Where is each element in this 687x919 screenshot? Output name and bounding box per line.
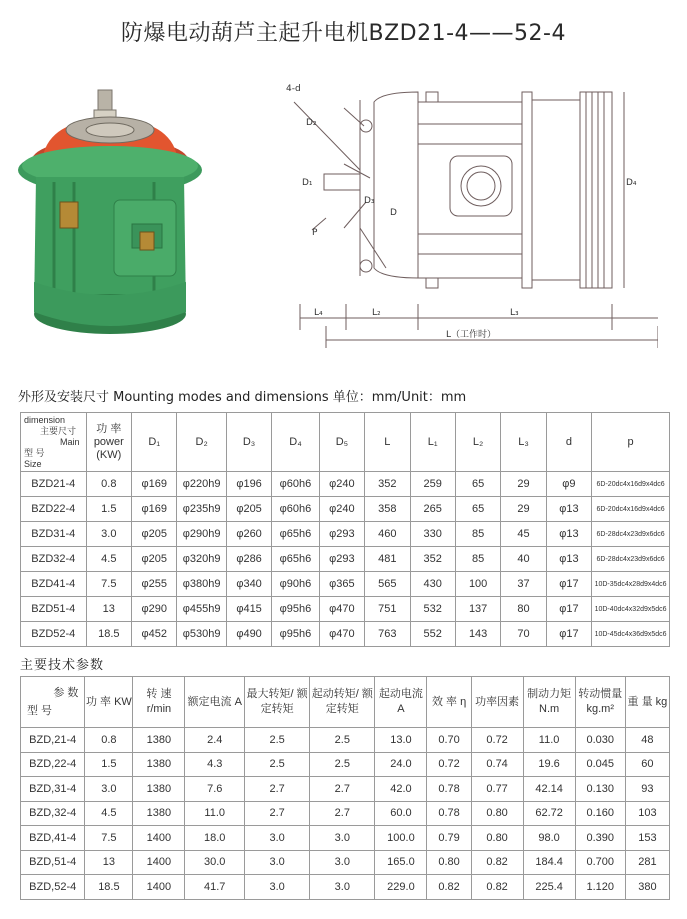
table-cell: 2.7	[310, 801, 375, 826]
table-cell: 2.4	[185, 728, 245, 753]
column-header: 重 量 kg	[625, 677, 669, 728]
table-cell: 98.0	[523, 826, 575, 851]
model-cell: BZD,21-4	[21, 728, 85, 753]
table-cell: 48	[625, 728, 669, 753]
table-cell: 18.5	[86, 622, 131, 647]
table-cell: 153	[625, 826, 669, 851]
table-cell: 0.77	[471, 777, 523, 802]
table-cell: 0.390	[575, 826, 625, 851]
table-cell: 2.5	[245, 728, 310, 753]
table-cell: 165.0	[375, 850, 427, 875]
table-cell: φ205	[132, 547, 177, 572]
table-cell: 0.72	[427, 752, 471, 777]
column-header: 额定电流 A	[185, 677, 245, 728]
model-cell: BZD,31-4	[21, 777, 85, 802]
table-cell: φ455h9	[177, 597, 226, 622]
table-cell: 0.80	[471, 826, 523, 851]
table-cell: φ95h6	[272, 597, 319, 622]
table-cell: 552	[410, 622, 455, 647]
table-cell: 3.0	[310, 826, 375, 851]
table-cell: 4.3	[185, 752, 245, 777]
table-cell: 0.72	[471, 728, 523, 753]
table-cell: 0.78	[427, 801, 471, 826]
table-cell: φ365	[319, 572, 364, 597]
table-cell: φ13	[546, 522, 591, 547]
table-cell: 42.14	[523, 777, 575, 802]
table-cell: 137	[455, 597, 500, 622]
table-cell: 0.8	[85, 728, 133, 753]
table-cell: 0.80	[427, 850, 471, 875]
table-cell: 65	[455, 472, 500, 497]
model-cell: BZD,52-4	[21, 875, 85, 900]
table-cell: 6D-20dc4x16d9x4dc6	[592, 497, 670, 522]
table-cell: 100	[455, 572, 500, 597]
table-cell: 2.5	[245, 752, 310, 777]
table-cell: 265	[410, 497, 455, 522]
table-cell: φ286	[226, 547, 271, 572]
model-cell: BZD51-4	[21, 597, 87, 622]
table-cell: φ490	[226, 622, 271, 647]
table-cell: 93	[625, 777, 669, 802]
table-cell: 37	[501, 572, 546, 597]
table-cell: 0.700	[575, 850, 625, 875]
table-cell: 10D-45dc4x36d9x5dc6	[592, 622, 670, 647]
table-cell: 430	[410, 572, 455, 597]
table-cell: φ65h6	[272, 547, 319, 572]
column-header: L	[365, 413, 410, 472]
label-d2: D₂	[306, 118, 317, 128]
table-cell: 70	[501, 622, 546, 647]
table-cell: φ169	[132, 497, 177, 522]
column-header: D₄	[272, 413, 319, 472]
table-cell: 0.130	[575, 777, 625, 802]
table-cell: φ240	[319, 472, 364, 497]
table-row	[21, 801, 670, 826]
table-cell: 6D-28dc4x23d9x6dc6	[592, 547, 670, 572]
table-cell: φ205	[132, 522, 177, 547]
corner-header	[21, 677, 85, 728]
table-cell: φ60h6	[272, 472, 319, 497]
table-cell: 45	[501, 522, 546, 547]
section-title-specs: 主要技术参数	[20, 658, 105, 673]
table-cell: φ530h9	[177, 622, 226, 647]
table-cell: φ65h6	[272, 522, 319, 547]
column-header: D₂	[177, 413, 226, 472]
corner-model: 型 号	[27, 705, 53, 717]
table-cell: 358	[365, 497, 410, 522]
table-cell: 330	[410, 522, 455, 547]
label-d: D	[390, 208, 397, 218]
table-cell: 184.4	[523, 850, 575, 875]
corner-dimension: dimension	[24, 414, 66, 425]
table-cell: 281	[625, 850, 669, 875]
table-cell: 751	[365, 597, 410, 622]
column-header: 功率因素	[471, 677, 523, 728]
page-title: 防爆电动葫芦主起升电机BZD21-4——52-4	[121, 21, 566, 46]
table-cell: 229.0	[375, 875, 427, 900]
table-cell: 2.7	[245, 801, 310, 826]
table-cell: 3.0	[310, 850, 375, 875]
table-cell: 1.120	[575, 875, 625, 900]
table-cell: 0.030	[575, 728, 625, 753]
table-cell: φ95h6	[272, 622, 319, 647]
table-cell: 0.82	[471, 850, 523, 875]
table-cell: 380	[625, 875, 669, 900]
model-cell: BZD31-4	[21, 522, 87, 547]
table-cell: 2.7	[310, 777, 375, 802]
table-cell: 3.0	[86, 522, 131, 547]
label-d3: D₃	[364, 196, 375, 206]
column-header: D₅	[319, 413, 364, 472]
table-cell: 3.0	[85, 777, 133, 802]
table-cell: 85	[455, 522, 500, 547]
model-cell: BZD52-4	[21, 622, 87, 647]
corner-size: Size	[24, 458, 42, 469]
table-cell: φ90h6	[272, 572, 319, 597]
table-cell: 60.0	[375, 801, 427, 826]
column-header: 最大转矩/ 额定转矩	[245, 677, 310, 728]
motor-photo	[14, 82, 204, 340]
table-cell: φ17	[546, 572, 591, 597]
table-cell: φ293	[319, 547, 364, 572]
table-cell: 0.80	[471, 801, 523, 826]
table-cell: 3.0	[245, 850, 310, 875]
table-cell: φ220h9	[177, 472, 226, 497]
corner-param: 参 数	[53, 687, 79, 699]
label-d1: D₁	[302, 178, 313, 188]
table-cell: 1400	[133, 826, 185, 851]
table-cell: 0.8	[86, 472, 131, 497]
corner-main-size: 主要尺寸	[40, 425, 77, 436]
table-cell: φ290	[132, 597, 177, 622]
table-cell: 0.74	[471, 752, 523, 777]
label-l: L（工作时）	[446, 330, 497, 340]
corner-header	[21, 413, 87, 472]
table-cell: φ452	[132, 622, 177, 647]
table-cell: 40	[501, 547, 546, 572]
table-row	[21, 597, 670, 622]
model-cell: BZD,22-4	[21, 752, 85, 777]
model-cell: BZD21-4	[21, 472, 87, 497]
table-cell: 565	[365, 572, 410, 597]
table-cell: φ340	[226, 572, 271, 597]
label-d4: D₄	[626, 178, 637, 188]
table-row	[21, 522, 670, 547]
table-cell: 10D-35dc4x28d9x4dc6	[592, 572, 670, 597]
label-l2: L₂	[372, 308, 381, 318]
table-cell: 60	[625, 752, 669, 777]
table-cell: 0.79	[427, 826, 471, 851]
column-header: 效 率 η	[427, 677, 471, 728]
specs-table	[20, 676, 670, 900]
table-cell: 1380	[133, 777, 185, 802]
table-cell: 29	[501, 497, 546, 522]
section-title-dimensions: 外形及安装尺寸 Mounting modes and dimensions 单位：mm/Unit：mm	[18, 390, 467, 405]
table-cell: 1380	[133, 752, 185, 777]
table-cell: 2.5	[310, 752, 375, 777]
table-cell: 18.5	[85, 875, 133, 900]
table-cell: 6D-28dc4x23d9x6dc6	[592, 522, 670, 547]
table-cell: φ240	[319, 497, 364, 522]
table-cell: 2.5	[310, 728, 375, 753]
column-header: L₁	[410, 413, 455, 472]
table-cell: φ380h9	[177, 572, 226, 597]
table-cell: φ320h9	[177, 547, 226, 572]
table-cell: 103	[625, 801, 669, 826]
model-cell: BZD,32-4	[21, 801, 85, 826]
label-4d: 4-d	[286, 84, 301, 94]
model-cell: BZD41-4	[21, 572, 87, 597]
table-cell: 3.0	[245, 826, 310, 851]
table-row	[21, 777, 670, 802]
table-cell: 24.0	[375, 752, 427, 777]
table-cell: 352	[365, 472, 410, 497]
table-cell: 85	[455, 547, 500, 572]
table-cell: 4.5	[86, 547, 131, 572]
column-header: D₁	[132, 413, 177, 472]
table-cell: 532	[410, 597, 455, 622]
table-cell: 3.0	[245, 875, 310, 900]
table-cell: 80	[501, 597, 546, 622]
column-header: d	[546, 413, 591, 472]
column-header: p	[592, 413, 670, 472]
table-cell: 0.045	[575, 752, 625, 777]
table-row	[21, 497, 670, 522]
table-row	[21, 752, 670, 777]
table-cell: 7.6	[185, 777, 245, 802]
table-row	[21, 850, 670, 875]
table-cell: 62.72	[523, 801, 575, 826]
corner-main: Main	[60, 436, 80, 447]
table-cell: 2.7	[245, 777, 310, 802]
table-cell: φ17	[546, 597, 591, 622]
table-cell: 29	[501, 472, 546, 497]
label-p: P	[312, 228, 318, 238]
table-cell: φ17	[546, 622, 591, 647]
table-cell: φ235h9	[177, 497, 226, 522]
column-header: 转动惯量 kg.m²	[575, 677, 625, 728]
table-cell: φ470	[319, 622, 364, 647]
table-cell: 18.0	[185, 826, 245, 851]
column-header: 起动转矩/ 额定转矩	[310, 677, 375, 728]
table-cell: 19.6	[523, 752, 575, 777]
table-row	[21, 547, 670, 572]
column-header: 功 率 KW	[85, 677, 133, 728]
table-cell: φ293	[319, 522, 364, 547]
table-cell: 7.5	[85, 826, 133, 851]
table-cell: 11.0	[523, 728, 575, 753]
label-l3: L₃	[510, 308, 519, 318]
table-cell: φ255	[132, 572, 177, 597]
table-cell: φ470	[319, 597, 364, 622]
table-header-row	[21, 677, 670, 728]
dimension-drawing	[286, 78, 658, 368]
table-cell: 3.0	[310, 875, 375, 900]
model-cell: BZD32-4	[21, 547, 87, 572]
model-cell: BZD,51-4	[21, 850, 85, 875]
table-cell: 0.82	[471, 875, 523, 900]
table-row	[21, 572, 670, 597]
table-cell: 481	[365, 547, 410, 572]
table-cell: 42.0	[375, 777, 427, 802]
table-cell: 30.0	[185, 850, 245, 875]
table-cell: 41.7	[185, 875, 245, 900]
table-cell: 0.82	[427, 875, 471, 900]
corner-model: 型 号	[24, 447, 45, 458]
table-cell: φ205	[226, 497, 271, 522]
column-header: 起动电流 A	[375, 677, 427, 728]
table-cell: 1400	[133, 850, 185, 875]
table-cell: 13.0	[375, 728, 427, 753]
column-header: L₂	[455, 413, 500, 472]
table-cell: 4.5	[85, 801, 133, 826]
table-cell: φ415	[226, 597, 271, 622]
table-cell: φ196	[226, 472, 271, 497]
table-cell: 100.0	[375, 826, 427, 851]
table-cell: 352	[410, 547, 455, 572]
table-cell: 65	[455, 497, 500, 522]
table-cell: 763	[365, 622, 410, 647]
table-cell: 13	[86, 597, 131, 622]
table-cell: 460	[365, 522, 410, 547]
table-row	[21, 826, 670, 851]
table-cell: 1380	[133, 728, 185, 753]
table-cell: 143	[455, 622, 500, 647]
model-cell: BZD,41-4	[21, 826, 85, 851]
table-row	[21, 728, 670, 753]
table-row	[21, 622, 670, 647]
table-cell: 1.5	[86, 497, 131, 522]
table-cell: φ60h6	[272, 497, 319, 522]
table-cell: 11.0	[185, 801, 245, 826]
table-cell: φ169	[132, 472, 177, 497]
table-row	[21, 875, 670, 900]
table-cell: φ13	[546, 547, 591, 572]
table-cell: 225.4	[523, 875, 575, 900]
dimensions-table	[20, 412, 670, 647]
table-cell: 7.5	[86, 572, 131, 597]
column-header: 制动力矩 N.m	[523, 677, 575, 728]
table-cell: 6D-20dc4x16d9x4dc6	[592, 472, 670, 497]
table-cell: 13	[85, 850, 133, 875]
table-cell: 0.78	[427, 777, 471, 802]
table-cell: 0.160	[575, 801, 625, 826]
table-cell: φ13	[546, 497, 591, 522]
table-cell: 1400	[133, 875, 185, 900]
model-cell: BZD22-4	[21, 497, 87, 522]
table-cell: 1380	[133, 801, 185, 826]
table-cell: φ290h9	[177, 522, 226, 547]
column-header: L₃	[501, 413, 546, 472]
table-row	[21, 472, 670, 497]
table-cell: 1.5	[85, 752, 133, 777]
table-cell: 0.70	[427, 728, 471, 753]
table-cell: φ9	[546, 472, 591, 497]
column-header-power: 功 率 power (KW)	[86, 413, 131, 472]
table-header-row	[21, 413, 670, 472]
column-header: D₃	[226, 413, 271, 472]
table-cell: φ260	[226, 522, 271, 547]
table-cell: 259	[410, 472, 455, 497]
table-cell: 10D-40dc4x32d9x5dc6	[592, 597, 670, 622]
label-l4: L₄	[314, 308, 323, 318]
column-header: 转 速 r/min	[133, 677, 185, 728]
